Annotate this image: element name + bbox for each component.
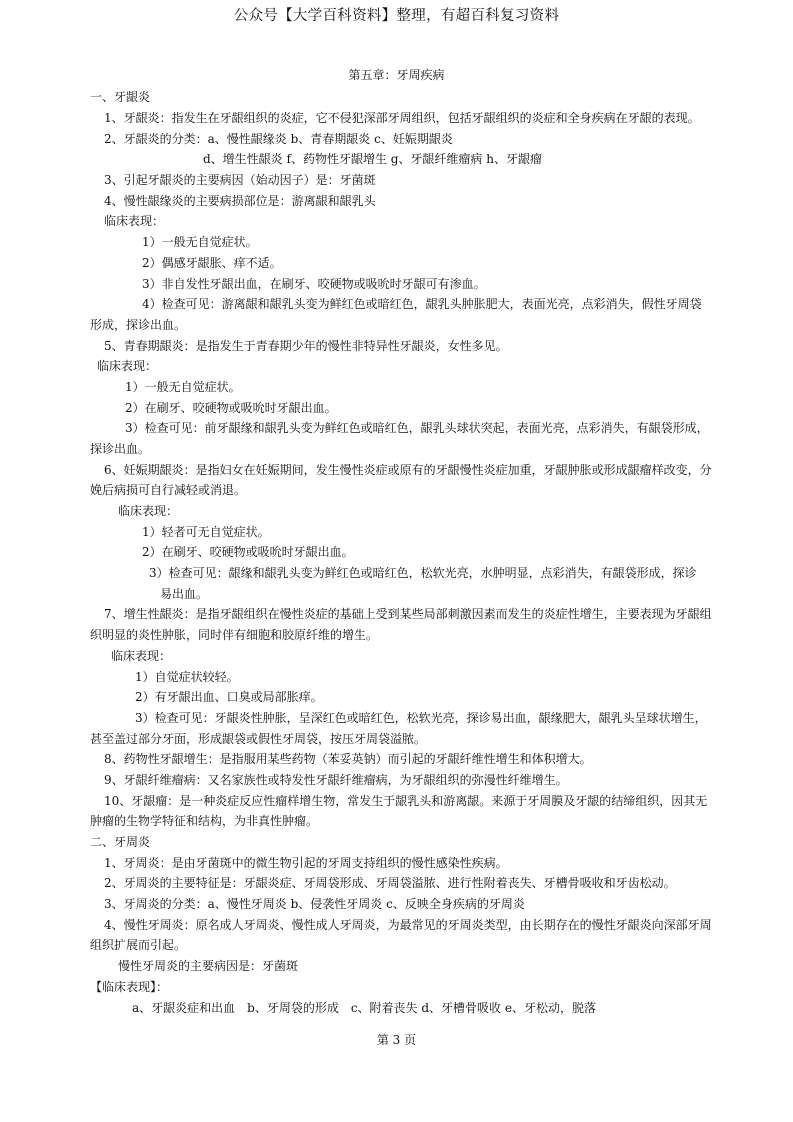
- list-item: 2）偶感牙龈胀、痒不适。: [142, 256, 282, 270]
- text-line: 7、增生性龈炎：是指牙龈组织在慢性炎症的基础上受到某些局部刺激因素而发生的炎症性增生，主要表现为牙龈组: [104, 607, 712, 621]
- text-line: 2、牙周炎的主要特征是：牙龈炎症、牙周袋形成、牙周袋溢脓、进行性附着丧失、牙槽骨吸收和牙齿松动。: [104, 876, 676, 890]
- list-item: 2）在刷牙、咬硬物或吸吮时牙龈出血。: [125, 401, 337, 415]
- list-item: 3）检查可见：前牙龈缘和龈乳头变为鲜红色或暗红色，龈乳头球状突起，表面光亮，点彩消失，有龈袋形成，: [125, 421, 709, 435]
- subheading: 【临床表现】：: [90, 980, 169, 994]
- page-header: 公众号【大学百科资料】整理，有超百科复习资料: [233, 8, 560, 24]
- chapter-title: 第五章：牙周疾病: [348, 68, 445, 82]
- text-line: 甚至盖过部分牙面，形成龈袋或假性牙周袋，按压牙周袋溢脓。: [90, 732, 427, 746]
- text-line: 肿瘤的生物学特征和结构，为非真性肿瘤。: [90, 814, 319, 828]
- list-item: a、牙龈炎症和出血 b、牙周袋的形成 c、附着丧失 d、牙槽骨吸收 e、牙松动，脱落: [132, 1001, 596, 1015]
- text-line: 9、牙龈纤维瘤病：又名家族性或特发性牙龈纤维瘤病，为牙龈组织的弥漫性纤维增生。: [104, 773, 568, 787]
- text-line: d、增生性龈炎 f、药物性牙龈增生 g、牙龈纤维瘤病 h、牙龈瘤: [203, 152, 542, 166]
- subheading: 临床表现：: [111, 649, 172, 663]
- list-item: 2）在刷牙、咬硬物或吸吮时牙龈出血。: [142, 545, 354, 559]
- text-line: 4、慢性龈缘炎的主要病损部位是：游离龈和龈乳头: [104, 194, 376, 208]
- section-heading: 一、牙龈炎: [90, 90, 151, 104]
- list-item: 2）有牙龈出血、口臭或局部胀痒。: [135, 690, 323, 704]
- text-line: 3、牙周炎的分类：a、慢性牙周炎 b、侵袭性牙周炎 c、反映全身疾病的牙周炎: [104, 897, 525, 911]
- text-line: 8、药物性牙龈增生：是指服用某些药物（苯妥英钠）而引起的牙龈纤维性增生和体积增大。: [104, 752, 592, 766]
- text-line: 1、牙周炎：是由牙菌斑中的微生物引起的牙周支持组织的慢性感染性疾病。: [104, 856, 508, 870]
- text-line: 2、牙龈炎的分类：a、慢性龈缘炎 b、青春期龈炎 c、妊娠期龈炎: [104, 132, 453, 146]
- list-item: 3）检查可见：龈缘和龈乳头变为鲜红色或暗红色，松软光亮，水肿明显，点彩消失，有龈袋形成，探诊: [149, 566, 697, 580]
- text-line: 4、慢性牙周炎：原名成人牙周炎、慢性成人牙周炎，为最常见的牙周炎类型，由长期存在的慢性牙龈炎向深部牙周: [104, 918, 712, 932]
- subheading: 临床表现：: [118, 504, 179, 518]
- section-heading: 二、牙周炎: [90, 835, 151, 849]
- text-line: 1、牙龈炎：指发生在牙龈组织的炎症，它不侵犯深部牙周组织，包括牙龈组织的炎症和全身疾病在牙龈的表现。: [104, 111, 700, 125]
- list-item: 4）检查可见：游离龈和龈乳头变为鲜红色或暗红色，龈乳头肿胀肥大，表面光亮，点彩消失，假性牙周袋: [142, 297, 702, 311]
- list-item: 3）检查可见：牙龈炎性肿胀，呈深红色或暗红色，松软光亮，探诊易出血，龈缘肥大，龈乳头呈球状增生，: [135, 711, 707, 725]
- text-line: 形成，探诊出血。: [90, 318, 187, 332]
- subheading: 临床表现：: [97, 359, 158, 373]
- text-line: 易出血。: [160, 587, 209, 601]
- list-item: 1）轻者可无自觉症状。: [142, 525, 270, 539]
- list-item: 1）一般无自觉症状。: [125, 380, 241, 394]
- text-line: 娩后病损可自行减轻或消退。: [90, 483, 247, 497]
- text-line: 织明显的炎性肿胀，同时伴有细胞和胶原纤维的增生。: [90, 628, 379, 642]
- text-line: 探诊出血。: [90, 442, 151, 456]
- subheading: 临床表现：: [104, 214, 165, 228]
- text-line: 5、青春期龈炎：是指发生于青春期少年的慢性非特异性牙龈炎，女性多见。: [104, 339, 508, 353]
- text-line: 组织扩展而引起。: [90, 938, 187, 952]
- list-item: 1）自觉症状较轻。: [135, 670, 239, 684]
- text-line: 3、引起牙龈炎的主要病因（始动因子）是：牙菌斑: [104, 173, 376, 187]
- text-line: 慢性牙周炎的主要病因是：牙菌斑: [118, 959, 299, 973]
- text-line: 6、妊娠期龈炎：是指妇女在妊娠期间，发生慢性炎症或原有的牙龈慢性炎症加重，牙龈肿胀或形成龈瘤样改变，分: [104, 463, 712, 477]
- text-line: 10、牙龈瘤：是一种炎症反应性瘤样增生物，常发生于龈乳头和游离龈。来源于牙周膜及牙龈的结缔组织，因其无: [104, 794, 708, 808]
- list-item: 1）一般无自觉症状。: [142, 235, 258, 249]
- page-number: 第 3 页: [376, 1033, 417, 1047]
- list-item: 3）非自发性牙龈出血，在刷牙、咬硬物或吸吮时牙龈可有渗血。: [142, 277, 486, 291]
